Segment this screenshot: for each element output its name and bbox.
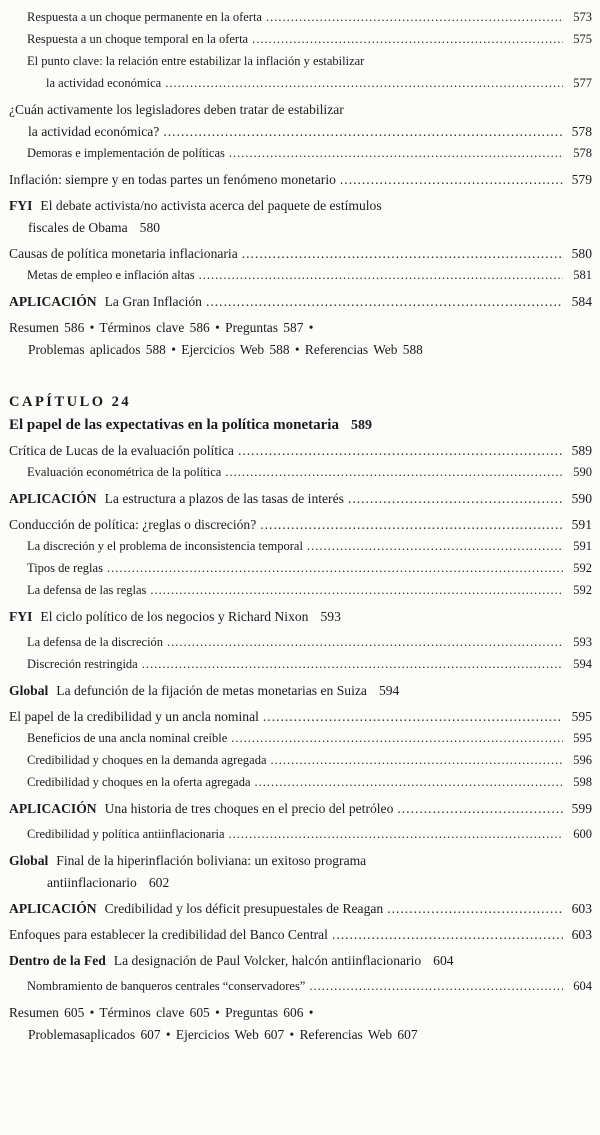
toc-section <box>9 799 592 818</box>
entry-title: Nombramiento de banqueros centrales “conservadores” <box>27 979 306 993</box>
toc-section <box>9 515 592 600</box>
page-number: 594 <box>573 657 592 671</box>
toc-section <box>9 633 592 674</box>
entry-title: La defensa de la discreción <box>27 635 164 649</box>
dot-leader <box>397 799 563 818</box>
page-number: 599 <box>571 801 592 816</box>
toc-subentry <box>9 266 592 285</box>
entry-title: La estructura a plazos de las tasas de interés <box>104 491 344 506</box>
dot-leader <box>260 515 563 534</box>
page-number: 589 <box>571 443 592 458</box>
dot-leader <box>263 707 563 726</box>
feature-entry <box>9 951 592 970</box>
entry-title: Inflación: siempre y en todas partes un fenómeno monetario <box>9 172 336 187</box>
page-number: 593 <box>320 609 341 624</box>
dot-leader <box>271 751 564 770</box>
toc-section <box>9 977 592 996</box>
entry-title: Crítica de Lucas de la evaluación política <box>9 443 234 458</box>
page-number: 578 <box>573 146 592 160</box>
toc-subentry <box>9 30 592 49</box>
page-number: 589 <box>350 418 372 433</box>
toc-section <box>9 489 592 508</box>
toc-section <box>9 1003 592 1044</box>
feature-label: Dentro de la Fed <box>9 953 106 968</box>
dot-leader <box>307 537 563 556</box>
entry-title: Tipos de reglas <box>27 561 103 575</box>
page-number: 581 <box>573 268 592 282</box>
chapter-title: El papel de las expectativas en la política monetaria <box>9 417 339 433</box>
entry-title: La defunción de la fijación de metas monetarias en Suiza <box>56 683 367 698</box>
toc-entry <box>9 170 592 189</box>
entry-title: Beneficios de una ancla nominal creíble <box>27 731 228 745</box>
entry-title: la actividad económica? <box>28 124 160 139</box>
toc-section <box>9 196 592 237</box>
entry-title: Evaluación econométrica de la política <box>27 465 222 479</box>
dot-leader <box>150 581 563 600</box>
page-number: 575 <box>573 32 592 46</box>
feature-label: APLICACIÓN <box>9 801 97 816</box>
page-number: 595 <box>573 731 592 745</box>
entry-title: El ciclo político de los negocios y Richard Nixon <box>40 609 309 624</box>
toc-subentry <box>9 751 592 770</box>
page-number: 584 <box>571 294 592 309</box>
feature-label: APLICACIÓN <box>9 491 97 506</box>
page-number: 580 <box>571 246 592 261</box>
toc-subentry <box>9 773 592 792</box>
page-number: 604 <box>573 979 592 993</box>
feature-entry <box>9 196 592 215</box>
summary-text: Resumen 605 • Términos clave 605 • Preguntas 606 • <box>9 1005 314 1020</box>
page-number: 590 <box>573 465 592 479</box>
dot-leader <box>225 463 563 482</box>
toc-entry <box>9 925 592 944</box>
feature-entry <box>9 607 592 626</box>
page-number: 603 <box>571 927 592 942</box>
toc-subentry <box>9 52 592 71</box>
entry-title: La defensa de las reglas <box>27 583 147 597</box>
page-number: 596 <box>573 753 592 767</box>
feature-entry <box>9 873 592 892</box>
toc-section <box>9 951 592 970</box>
feature-label: FYI <box>9 198 33 213</box>
page-number: 602 <box>148 875 170 890</box>
entry-title: Respuesta a un choque temporal en la oferta <box>27 32 249 46</box>
page-number: 577 <box>573 76 592 90</box>
feature-entry <box>9 489 592 508</box>
page-number: 591 <box>573 539 592 553</box>
summary-line <box>9 1003 592 1022</box>
page-number: 592 <box>573 583 592 597</box>
entry-title: Conducción de política: ¿reglas o discreción? <box>9 517 257 532</box>
page-number: 593 <box>573 635 592 649</box>
feature-entry <box>9 292 592 311</box>
entry-title: Demoras e implementación de políticas <box>27 146 225 160</box>
dot-leader <box>231 729 563 748</box>
entry-title: La Gran Inflación <box>104 294 202 309</box>
page-number: 600 <box>573 827 592 841</box>
toc-entry <box>9 441 592 460</box>
page-number: 603 <box>571 901 592 916</box>
toc-section <box>9 851 592 892</box>
page-number: 592 <box>573 561 592 575</box>
toc-subentry <box>9 977 592 996</box>
dot-leader <box>332 925 563 944</box>
feature-label: Global <box>9 853 49 868</box>
toc-subentry <box>9 825 592 844</box>
toc-section <box>9 170 592 189</box>
summary-text: Problemas aplicados 588 • Ejercicios Web 588 • Referencias Web 588 <box>28 342 423 357</box>
feature-entry <box>9 218 592 237</box>
toc-subentry <box>9 537 592 556</box>
toc-section <box>9 100 592 163</box>
dot-leader <box>206 292 563 311</box>
toc-subentry <box>9 463 592 482</box>
feature-entry <box>9 799 592 818</box>
feature-label: APLICACIÓN <box>9 901 97 916</box>
toc-section <box>9 441 592 482</box>
page-number: 591 <box>571 517 592 532</box>
entry-title: El punto clave: la relación entre estabilizar la inflación y estabilizar <box>27 54 365 68</box>
toc-entry <box>9 515 592 534</box>
toc-entry <box>9 122 592 141</box>
summary-line <box>9 1025 592 1044</box>
entry-title: El debate activista/no activista acerca del paquete de estímulos <box>40 198 382 213</box>
toc-subentry <box>9 655 592 674</box>
entry-title: Una historia de tres choques en el precio del petróleo <box>104 801 394 816</box>
toc-section <box>9 607 592 626</box>
page-number: 594 <box>378 683 400 698</box>
toc-subentry <box>9 8 592 27</box>
feature-label: FYI <box>9 609 33 624</box>
toc-section <box>9 318 592 359</box>
entry-title: ¿Cuán activamente los legisladores deben tratar de estabilizar <box>9 102 344 117</box>
entry-title: Metas de empleo e inflación altas <box>27 268 195 282</box>
summary-text: Problemasaplicados 607 • Ejercicios Web 607 • Referencias Web 607 <box>28 1027 418 1042</box>
entry-title: Credibilidad y los déficit presupuestales de Reagan <box>104 901 384 916</box>
entry-title: Credibilidad y política antiinflacionaria <box>27 827 225 841</box>
toc-subentry <box>9 729 592 748</box>
dot-leader <box>238 441 563 460</box>
toc-subentry <box>9 74 592 93</box>
entry-title: la actividad económica <box>46 76 162 90</box>
dot-leader <box>199 266 563 285</box>
entry-title: Credibilidad y choques en la oferta agregada <box>27 775 251 789</box>
toc-section <box>9 292 592 311</box>
dot-leader <box>142 655 563 674</box>
feature-entry <box>9 681 592 700</box>
feature-entry <box>9 851 592 870</box>
toc-subentry <box>9 633 592 652</box>
dot-leader <box>167 633 563 652</box>
page-number: 578 <box>571 124 592 139</box>
page-number: 604 <box>433 953 454 968</box>
toc-entry <box>9 100 592 119</box>
toc-section <box>9 707 592 792</box>
dot-leader <box>340 170 563 189</box>
entry-title: La designación de Paul Volcker, halcón antiinflacionario <box>113 953 422 968</box>
toc-section <box>9 899 592 918</box>
dot-leader <box>229 144 563 163</box>
dot-leader <box>309 977 563 996</box>
dot-leader <box>387 899 563 918</box>
feature-label: APLICACIÓN <box>9 294 97 309</box>
page-number: 595 <box>571 709 592 724</box>
entry-title: Respuesta a un choque permanente en la oferta <box>27 10 262 24</box>
dot-leader <box>242 244 563 263</box>
entry-title: antiinflacionario <box>47 875 137 890</box>
entry-title: El papel de la credibilidad y un ancla nominal <box>9 709 259 724</box>
page-number: 573 <box>573 10 592 24</box>
toc-section <box>9 244 592 285</box>
toc-entry <box>9 244 592 263</box>
summary-text: Resumen 586 • Términos clave 586 • Preguntas 587 • <box>9 320 314 335</box>
page-number: 598 <box>573 775 592 789</box>
entry-title: Discreción restringida <box>27 657 138 671</box>
toc-section <box>9 681 592 700</box>
dot-leader <box>107 559 563 578</box>
dot-leader <box>348 489 563 508</box>
entry-title: Final de la hiperinflación boliviana: un exitoso programa <box>56 853 367 868</box>
toc-section <box>9 825 592 844</box>
summary-line <box>9 340 592 359</box>
entry-title: Enfoques para establecer la credibilidad del Banco Central <box>9 927 328 942</box>
page-number: 579 <box>571 172 592 187</box>
summary-line <box>9 318 592 337</box>
dot-leader <box>252 30 563 49</box>
dot-leader <box>165 74 563 93</box>
toc-section <box>9 925 592 944</box>
dot-leader <box>255 773 563 792</box>
entry-title: La discreción y el problema de inconsistencia temporal <box>27 539 303 553</box>
toc-entry <box>9 707 592 726</box>
feature-entry <box>9 899 592 918</box>
toc-section <box>9 8 592 93</box>
feature-label: Global <box>9 683 49 698</box>
toc-section <box>9 393 592 435</box>
entry-title: Causas de política monetaria inflacionaria <box>9 246 238 261</box>
dot-leader <box>163 122 563 141</box>
toc-subentry <box>9 144 592 163</box>
chapter-title-row <box>9 415 592 435</box>
toc-subentry <box>9 581 592 600</box>
chapter-number: CAPÍTULO 24 <box>9 394 132 410</box>
dot-leader <box>229 825 563 844</box>
entry-title: Credibilidad y choques en la demanda agregada <box>27 753 267 767</box>
page-number: 580 <box>139 220 161 235</box>
toc-subentry <box>9 559 592 578</box>
entry-title: fiscales de Obama <box>28 220 128 235</box>
page-number: 590 <box>571 491 592 506</box>
dot-leader <box>266 8 563 27</box>
